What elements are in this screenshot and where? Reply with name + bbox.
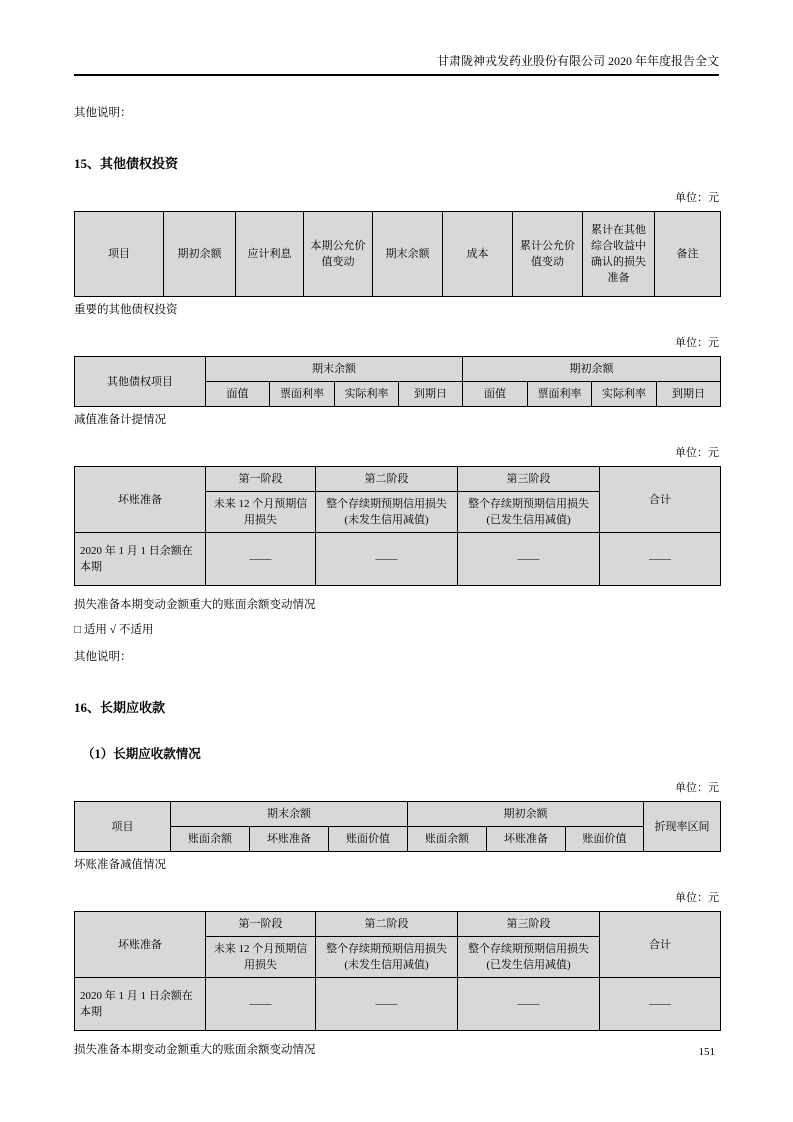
col-header-item: 项目 [75, 802, 171, 852]
group-header-closing-balance: 期末余额 [171, 802, 408, 827]
stage-2-description: 整个存续期预期信用损失(未发生信用减值) [316, 937, 458, 978]
table-row [75, 912, 721, 937]
col-header-book-value-begin: 账面价值 [566, 827, 644, 852]
caption-bad-debt-impairment: 坏账准备减值情况 [74, 859, 166, 871]
col-header-item: 项目 [75, 212, 164, 297]
caption-important-other-debt: 重要的其他债权投资 [74, 304, 178, 316]
stage-3-description: 整个存续期预期信用损失(已发生信用减值) [458, 492, 600, 533]
caption-impairment-provision: 减值准备计提情况 [74, 414, 166, 426]
table-row [75, 827, 721, 852]
col-header-stage-1: 第一阶段 [206, 467, 316, 492]
col-header-bad-debt-provision: 坏账准备 [75, 912, 206, 978]
col-header-face-value-begin: 面值 [463, 382, 528, 407]
col-header-cum-loss-provision: 累计在其他综合收益中确认的损失准备 [583, 212, 655, 297]
col-header-book-balance-begin: 账面余额 [408, 827, 487, 852]
other-note-mid: 其他说明： [74, 651, 132, 663]
col-header-stage-3: 第三阶段 [458, 912, 600, 937]
page-number: 151 [698, 1046, 715, 1058]
col-header-fv-change: 本期公允价值变动 [304, 212, 373, 297]
col-header-bad-debt-end: 坏账准备 [250, 827, 329, 852]
col-header-book-value-end: 账面价值 [329, 827, 408, 852]
unit-label-5: 单位：元 [675, 892, 719, 904]
col-header-remark: 备注 [655, 212, 721, 297]
cell-value: —— [206, 978, 316, 1031]
cell-value: —— [316, 978, 458, 1031]
group-header-closing-balance: 期末余额 [206, 357, 463, 382]
stage-3-description: 整个存续期预期信用损失(已发生信用减值) [458, 937, 600, 978]
table-row [75, 467, 721, 492]
other-note-top: 其他说明： [74, 107, 132, 119]
unit-label-1: 单位：元 [675, 192, 719, 204]
col-header-stage-2: 第二阶段 [316, 912, 458, 937]
table-row [75, 978, 721, 1031]
cell-value: —— [316, 533, 458, 586]
col-header-bad-debt-begin: 坏账准备 [487, 827, 566, 852]
cell-value: —— [458, 978, 600, 1031]
table-row [75, 357, 721, 382]
table-row [75, 212, 721, 297]
col-header-maturity-end: 到期日 [399, 382, 463, 407]
col-header-cost: 成本 [443, 212, 513, 297]
table-row [75, 533, 721, 586]
col-header-total: 合计 [600, 912, 721, 978]
cell-value: —— [206, 533, 316, 586]
row-label-opening-balance: 2020 年 1 月 1 日余额在本期 [75, 978, 206, 1031]
col-header-cum-fv-change: 累计公允价值变动 [513, 212, 583, 297]
col-header-effective-rate-begin: 实际利率 [592, 382, 657, 407]
col-header-maturity-begin: 到期日 [657, 382, 721, 407]
group-header-opening-balance: 期初余额 [408, 802, 644, 827]
col-header-coupon-rate-begin: 票面利率 [528, 382, 592, 407]
col-header-stage-3: 第三阶段 [458, 467, 600, 492]
document-header-title: 甘肃陇神戎发药业股份有限公司 2020 年年度报告全文 [436, 54, 719, 68]
table-other-debt-investment [74, 211, 721, 297]
col-header-accrued-interest: 应计利息 [236, 212, 304, 297]
col-header-opening-balance: 期初余额 [164, 212, 236, 297]
table-impairment-stages-1 [74, 466, 721, 586]
group-header-opening-balance: 期初余额 [463, 357, 721, 382]
table-other-debt-items [74, 356, 721, 407]
table-long-term-receivables [74, 801, 721, 852]
section-15-title: 15、其他债权投资 [74, 156, 179, 171]
table-row [75, 802, 721, 827]
note-loss-change-1: 损失准备本期变动金额重大的账面余额变动情况 [74, 599, 316, 611]
header-divider [74, 74, 719, 76]
col-header-stage-2: 第二阶段 [316, 467, 458, 492]
unit-label-3: 单位：元 [675, 447, 719, 459]
cell-value: —— [600, 533, 721, 586]
applicable-check-line: □ 适用 √ 不适用 [74, 624, 154, 636]
stage-1-description: 未来 12 个月预期信用损失 [206, 937, 316, 978]
table-impairment-stages-2 [74, 911, 721, 1031]
col-header-effective-rate-end: 实际利率 [335, 382, 399, 407]
col-header-book-balance-end: 账面余额 [171, 827, 250, 852]
col-header-bad-debt-provision: 坏账准备 [75, 467, 206, 533]
section-16-sub1-title: （1）长期应收款情况 [82, 747, 201, 761]
col-header-total: 合计 [600, 467, 721, 533]
col-header-face-value-end: 面值 [206, 382, 270, 407]
unit-label-4: 单位：元 [675, 782, 719, 794]
stage-1-description: 未来 12 个月预期信用损失 [206, 492, 316, 533]
note-loss-change-2: 损失准备本期变动金额重大的账面余额变动情况 [74, 1044, 316, 1056]
col-header-other-debt-item: 其他债权项目 [75, 357, 206, 407]
section-16-title: 16、长期应收款 [74, 700, 166, 715]
cell-value: —— [458, 533, 600, 586]
cell-value: —— [600, 978, 721, 1031]
col-header-closing-balance: 期末余额 [373, 212, 443, 297]
col-header-discount-rate-range: 折现率区间 [644, 802, 721, 852]
col-header-coupon-rate-end: 票面利率 [270, 382, 335, 407]
col-header-stage-1: 第一阶段 [206, 912, 316, 937]
unit-label-2: 单位：元 [675, 337, 719, 349]
row-label-opening-balance: 2020 年 1 月 1 日余额在本期 [75, 533, 206, 586]
stage-2-description: 整个存续期预期信用损失(未发生信用减值) [316, 492, 458, 533]
